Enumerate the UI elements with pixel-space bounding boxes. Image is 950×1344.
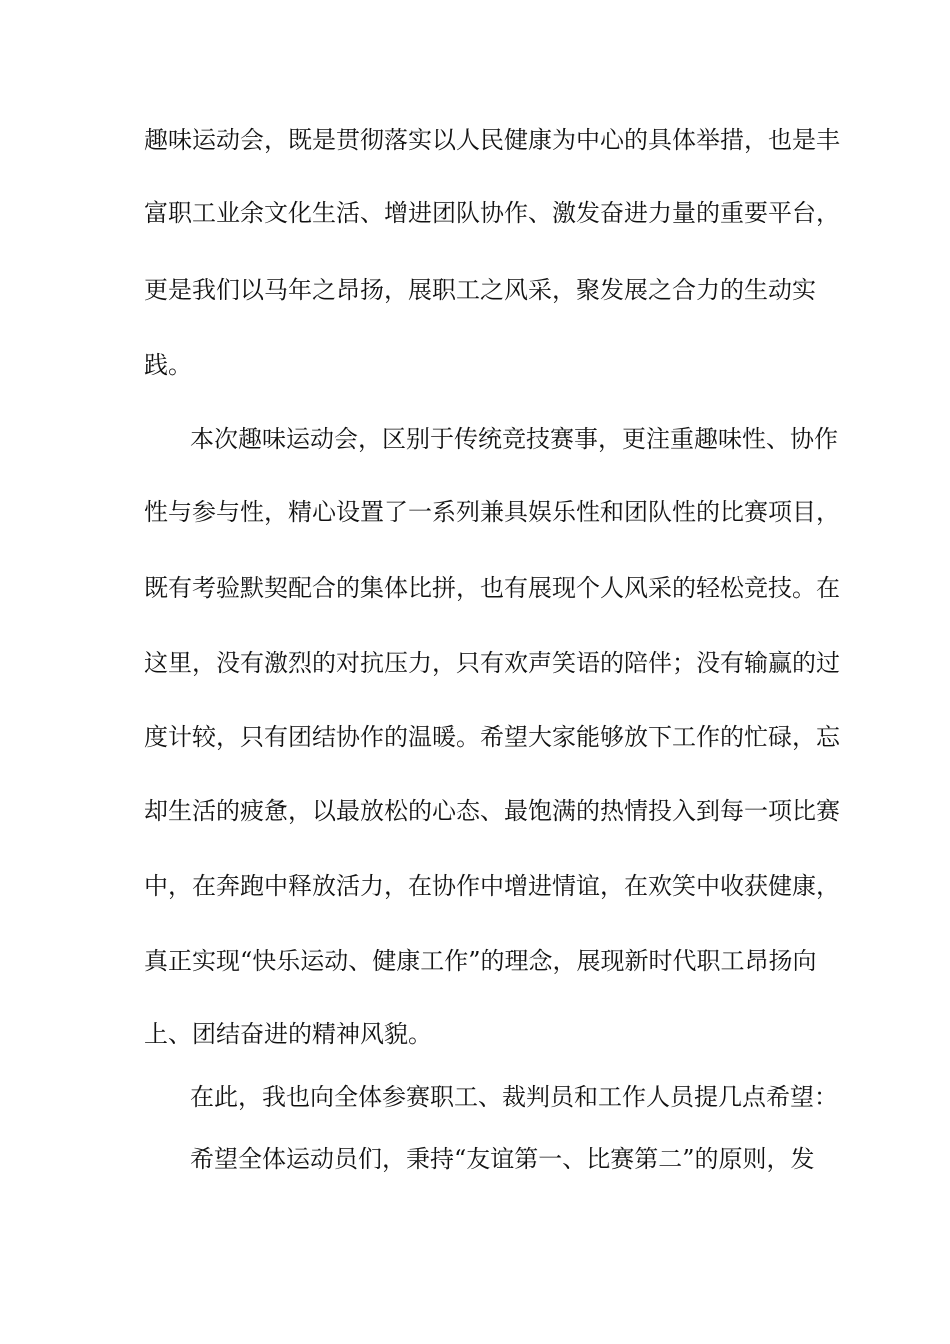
text-line: 趣味运动会，既是贯彻落实以人民健康为中心的具体举措，也是丰 xyxy=(144,126,840,154)
text-line: 在此，我也向全体参赛职工、裁判员和工作人员提几点希望： xyxy=(190,1083,838,1111)
text-line: 希望全体运动员们，秉持“友谊第一、比赛第二”的原则，发 xyxy=(190,1145,815,1173)
text-line: 真正实现“快乐运动、健康工作”的理念，展现新时代职工昂扬向 xyxy=(144,947,817,975)
text-line: 中，在奔跑中释放活力，在协作中增进情谊，在欢笑中收获健康， xyxy=(144,872,840,900)
text-line: 更是我们以马年之昂扬，展职工之风采，聚发展之合力的生动实 xyxy=(144,276,816,304)
text-line: 本次趣味运动会，区别于传统竞技赛事，更注重趣味性、协作 xyxy=(190,425,838,453)
text-line: 这里，没有激烈的对抗压力，只有欢声笑语的陪伴；没有输赢的过 xyxy=(144,649,840,677)
text-line: 践。 xyxy=(144,351,192,379)
text-line: 却生活的疲惫，以最放松的心态、最饱满的热情投入到每一项比赛 xyxy=(144,797,840,825)
text-line: 性与参与性，精心设置了一系列兼具娱乐性和团队性的比赛项目， xyxy=(144,498,840,526)
text-line: 富职工业余文化生活、增进团队协作、激发奋进力量的重要平台， xyxy=(144,199,840,227)
text-line: 既有考验默契配合的集体比拼，也有展现个人风采的轻松竞技。在 xyxy=(144,574,840,602)
text-line: 度计较，只有团结协作的温暖。希望大家能够放下工作的忙碌，忘 xyxy=(144,723,840,751)
text-line: 上、团结奋进的精神风貌。 xyxy=(144,1020,432,1048)
